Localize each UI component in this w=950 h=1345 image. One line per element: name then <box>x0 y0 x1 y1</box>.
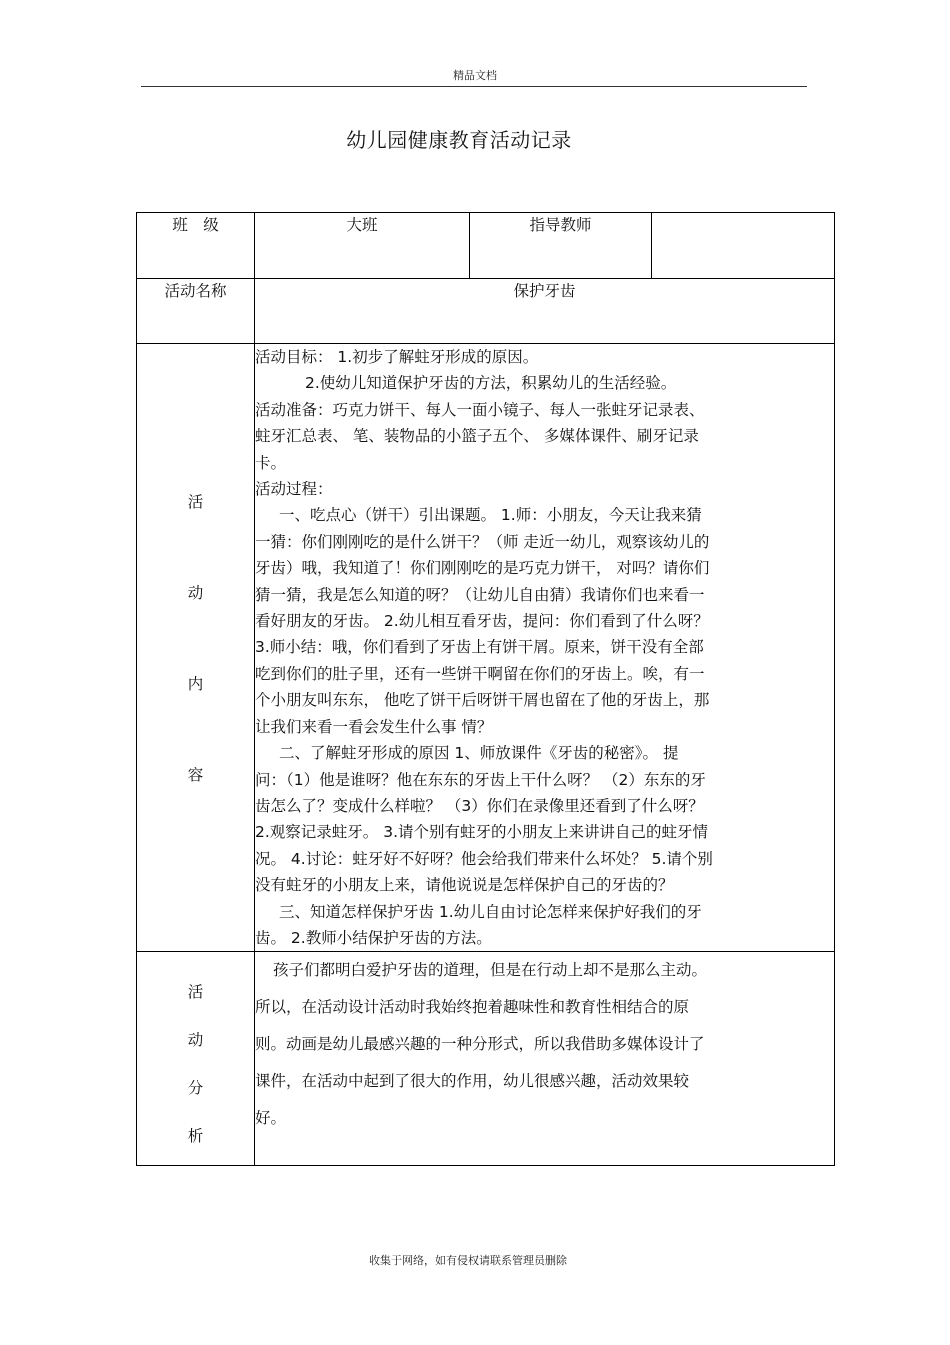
content-line: 况。 4.讨论：蛀牙好不好呀？他会给我们带来什么坏处？ 5.请个别 <box>255 849 713 868</box>
content-line: 卡。 <box>255 453 287 472</box>
content-line: 三、知道怎样保护牙齿 1.幼儿自由讨论怎样来保护好我们的牙 <box>279 902 702 921</box>
analysis-label-char: 分 <box>187 1079 204 1098</box>
content-line: 一、吃点心（饼干）引出课题。 1.师：小朋友，今天让我来猜 <box>279 506 702 525</box>
teacher-label: 指导教师 <box>470 213 652 279</box>
activity-content-label <box>137 344 255 952</box>
content-line: 吃到你们的肚子里，还有一些饼干啊留在你们的牙齿上。唉，有一 <box>255 664 705 683</box>
activity-analysis-row <box>137 952 835 1166</box>
content-line: 齿怎么了？变成什么样啦？ （3）你们在录像里还看到了什么呀？ <box>255 796 704 815</box>
content-line: 3.师小结：哦，你们看到了牙齿上有饼干屑。原来，饼干没有全部 <box>255 638 704 657</box>
class-label: 班 级 <box>137 213 255 279</box>
content-label-char: 容 <box>187 766 204 784</box>
analysis-label-char: 活 <box>187 983 204 1002</box>
activity-analysis-body <box>255 952 835 1166</box>
content-line: 二、了解蛀牙形成的原因 1、师放课件《牙齿的秘密》。 提 <box>279 744 679 763</box>
content-line: 猜一猜，我是怎么知道的呀？（让幼儿自由猜）我请你们也来看一 <box>255 585 705 604</box>
content-line: 个小朋友叫东东， 他吃了饼干后呀饼干屑也留在了他的牙齿上，那 <box>255 691 710 710</box>
content-line: 让我们来看一看会发生什么事 情？ <box>255 717 493 736</box>
header-rule <box>141 86 807 87</box>
analysis-line: 则。动画是幼儿最感兴趣的一种分形式，所以我借助多媒体设计了 <box>255 1035 705 1054</box>
content-line: 看好朋友的牙齿。 2.幼儿相互看牙齿，提问：你们看到了什么呀？ <box>255 612 709 631</box>
activity-name-row <box>137 279 835 344</box>
content-line: 问：（1）他是谁呀？他在东东的牙齿上干什么呀？ （2）东东的牙 <box>255 770 706 789</box>
activity-name-value: 保护牙齿 <box>255 279 835 344</box>
page-footer: 收集于网络，如有侵权请联系管理员删除 <box>369 1254 567 1267</box>
analysis-line: 课件，在活动中起到了很大的作用，幼儿很感兴趣，活动效果较 <box>255 1072 690 1091</box>
class-row <box>137 213 835 279</box>
content-line: 活动准备：巧克力饼干、每人一面小镜子、每人一张蛀牙记录表、 <box>255 400 705 419</box>
activity-analysis-label <box>137 952 255 1166</box>
content-line: 2.使幼儿知道保护牙齿的方法，积累幼儿的生活经验。 <box>305 374 677 393</box>
content-line: 2.观察记录蛀牙。 3.请个别有蛀牙的小朋友上来讲讲自己的蛀牙情 <box>255 823 709 842</box>
content-line: 齿。 2.教师小结保护牙齿的方法。 <box>255 928 492 947</box>
analysis-line: 好。 <box>255 1109 287 1128</box>
page-title: 幼儿园健康教育活动记录 <box>346 128 572 152</box>
content-line: 一猜：你们刚刚吃的是什么饼干？（师 走近一幼儿，观察该幼儿的 <box>255 532 710 551</box>
analysis-line: 孩子们都明白爱护牙齿的道理，但是在行动上却不是那么主动。 <box>273 961 708 980</box>
content-label-char: 内 <box>187 675 204 693</box>
analysis-label-char: 动 <box>187 1031 204 1050</box>
content-label-char: 动 <box>187 584 204 602</box>
content-line: 活动过程： <box>255 480 333 499</box>
content-line: 牙齿）哦，我知道了！你们刚刚吃的是巧克力饼干， 对吗？请你们 <box>255 559 710 578</box>
content-line: 活动目标： 1.初步了解蛀牙形成的原因。 <box>255 348 539 366</box>
activity-name-label: 活动名称 <box>137 279 255 344</box>
activity-content-body <box>255 344 835 952</box>
teacher-value <box>652 213 835 279</box>
activity-record-table <box>136 212 835 1166</box>
content-line: 没有蛀牙的小朋友上来，请他说说是怎样保护自己的牙齿的？ <box>255 876 674 895</box>
content-line: 蛀牙汇总表、 笔、装物品的小篮子五个、 多媒体课件、刷牙记录 <box>255 427 699 446</box>
page-header: 精品文档 <box>453 69 497 82</box>
analysis-label-char: 析 <box>187 1127 204 1146</box>
class-value: 大班 <box>255 213 470 279</box>
analysis-line: 所以，在活动设计活动时我始终抱着趣味性和教育性相结合的原 <box>255 998 690 1017</box>
content-label-char: 活 <box>187 493 204 511</box>
activity-content-row <box>137 344 835 952</box>
